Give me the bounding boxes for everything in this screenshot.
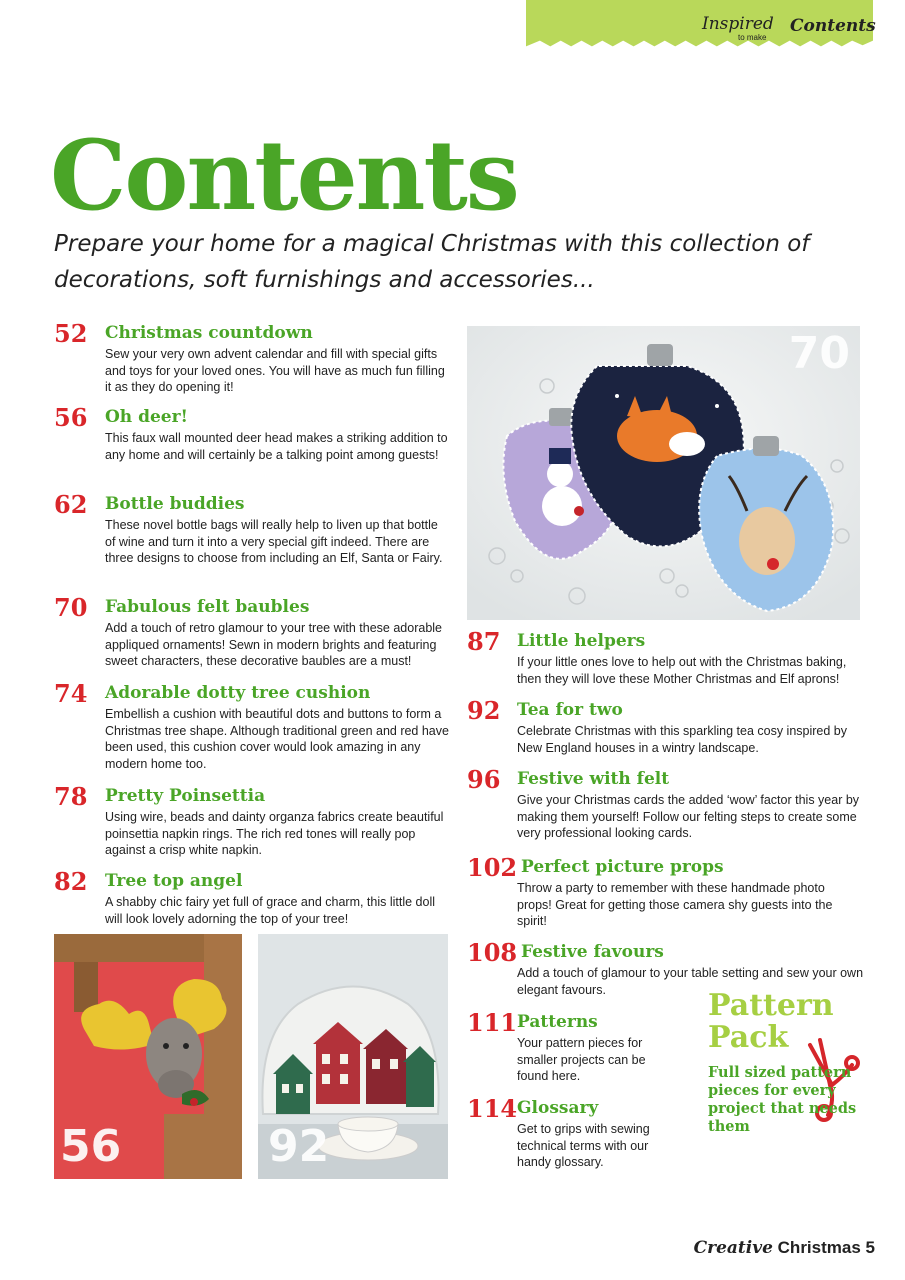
entry-title: Glossary [517, 1098, 599, 1118]
pattern-pack-title-line1: Pattern [708, 988, 834, 1023]
pattern-pack-description: Full sized pattern pieces for every project that needs them [708, 1064, 857, 1135]
entry-page-number: 62 [54, 490, 88, 519]
photo-page-number: 56 [60, 1121, 122, 1172]
page-title: Contents [50, 119, 518, 232]
deer-photo [54, 934, 242, 1179]
entry-title: Christmas countdown [105, 323, 313, 343]
entry-description: These novel bottle bags will really help to liven up that bottle of wine and turn it into a very special gift indeed. There are three designs to choose from including an Elf, Santa or Fairy. [105, 518, 443, 565]
intro-text: Prepare your home for a magical Christmas with this collection of decorations, soft furnishings and accessories... [54, 231, 810, 293]
entry-title: Adorable dotty tree cushion [105, 683, 371, 703]
entry-title: Pretty Poinsettia [105, 786, 266, 806]
footer-creative: Creative [693, 1238, 773, 1258]
entry-title: Perfect picture props [521, 857, 724, 877]
entry-page-number: 87 [467, 627, 501, 656]
entry-description: Using wire, beads and dainty organza fabrics create beautiful poinsettia napkin rings. The rich red tones will really pop against a crisp white napkin. [105, 810, 444, 857]
entry-description: This faux wall mounted deer head makes a striking addition to any home and will certainly be a talking point among guests! [105, 431, 448, 462]
entry-description: Embellish a cushion with beautiful dots and buttons to form a Christmas tree shape. Although traditional green and red have been used, this cushion cover would look amazing in any modern home too. [105, 707, 449, 771]
entry-title: Tree top angel [105, 871, 243, 891]
pattern-pack-title-line2: Pack [708, 1020, 789, 1055]
entry-description: Your pattern pieces for smaller projects can be found here. [517, 1036, 646, 1083]
entry-title: Tea for two [517, 700, 623, 720]
entry-description: Celebrate Christmas with this sparkling tea cosy inspired by New England houses in a wintry landscape. [517, 724, 847, 755]
entry-page-number: 111 [467, 1008, 518, 1037]
entry-title: Festive favours [521, 942, 664, 962]
entry-description: A shabby chic fairy yet full of grace and charm, this little doll will look lovely adorning the top of your tree! [105, 895, 436, 926]
entry-description: Add a touch of glamour to your table setting and sew your own elegant favours. [517, 966, 864, 997]
entry-page-number: 92 [467, 696, 501, 725]
baubles-photo [467, 326, 860, 620]
entry-page-number: 74 [54, 679, 88, 708]
entry-title: Bottle buddies [105, 494, 245, 514]
entry-title: Little helpers [517, 631, 646, 651]
entry-page-number: 102 [467, 853, 518, 882]
entry-page-number: 70 [54, 593, 88, 622]
entry-page-number: 82 [54, 867, 88, 896]
entry-title: Festive with felt [517, 769, 670, 789]
entry-page-number: 114 [467, 1094, 518, 1123]
entry-description: Add a touch of retro glamour to your tree with these adorable appliqued ornaments! Sewn in modern brights and featuring sweet characters, these decorative baubles are a must! [105, 621, 442, 668]
tab-section-label: Contents [790, 16, 876, 36]
entry-page-number: 78 [54, 782, 88, 811]
photo-page-number: 92 [268, 1121, 330, 1172]
entry-page-number: 108 [467, 938, 518, 967]
entry-description: Sew your very own advent calendar and fill with special gifts and toys for your loved ones. You will have as much fun filling it as they do opening it! [105, 347, 445, 394]
entry-description: Get to grips with sewing technical terms with our handy glossary. [517, 1122, 650, 1169]
entry-page-number: 52 [54, 319, 88, 348]
entry-description: Throw a party to remember with these handmade photo props! Great for getting those camera shy guests into the spirit! [517, 881, 833, 928]
page-footer [694, 1238, 875, 1258]
entry-title: Fabulous felt baubles [105, 597, 310, 617]
entry-title: Patterns [517, 1012, 598, 1032]
entry-page-number: 56 [54, 403, 88, 432]
tea-cosy-photo [258, 934, 448, 1179]
footer-christmas: Christmas [777, 1238, 861, 1257]
entry-description: If your little ones love to help out with the Christmas baking, then they will love these Mother Christmas and Elf aprons! [517, 655, 847, 686]
footer-page-number: 5 [865, 1238, 875, 1257]
photo-page-number: 70 [788, 328, 850, 379]
tab-inspired: Inspired [702, 14, 774, 34]
entry-title: Oh deer! [105, 407, 189, 427]
entry-page-number: 96 [467, 765, 501, 794]
tab-to-make: to make [738, 33, 767, 42]
entry-description: Give your Christmas cards the added ‘wow’ factor this year by making them yourself! Follow our felting steps to create some very professional looking cards. [517, 793, 860, 840]
